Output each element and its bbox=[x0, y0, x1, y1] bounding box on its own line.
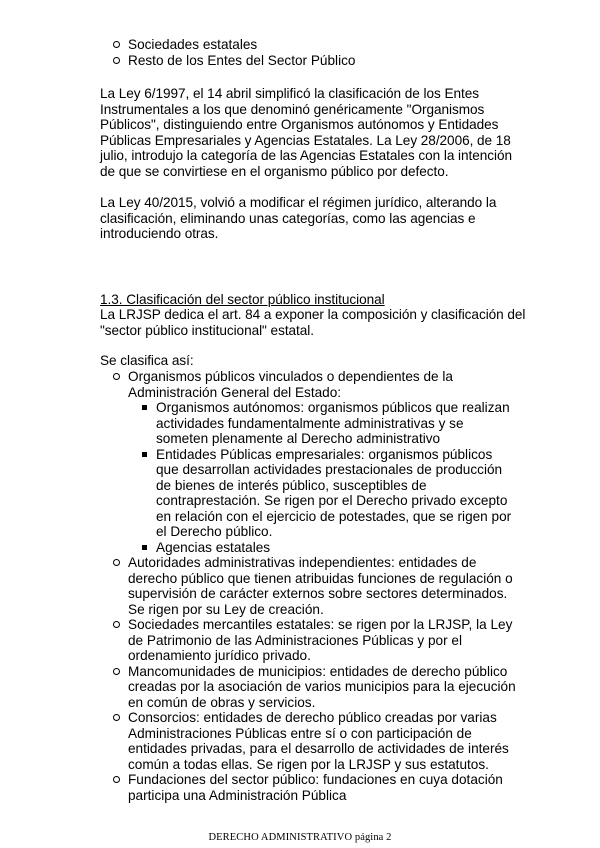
section-intro: La LRJSP dedica el art. 84 a exponer la composición y clasificación del "sector público institucional" estatal. bbox=[100, 307, 526, 338]
paragraph-ley-40-2015: La Ley 40/2015, volvió a modificar el régimen jurídico, alterando la clasificación, eliminando unas categorías, como las agencias e introduciendo otras. bbox=[100, 195, 497, 241]
list-item: Mancomunidades de municipios: entidades de derecho público creadas por la asociación de varios municipios para la ejecución en común de obras y servicios. bbox=[128, 664, 518, 711]
section-title: 1.3. Clasificación del sector público institucional bbox=[100, 292, 385, 307]
page-footer: DERECHO ADMINISTRATIVO página 2 bbox=[208, 832, 392, 843]
sublist-item: Entidades Públicas empresariales: organismos públicos que desarrollan actividades prestacionales de producción de bienes de interés público, susceptibles de contraprestación. Se rigen por el Derecho privado excepto en relación con el ejercicio de potestades, que se rigen por el Derecho público. bbox=[156, 447, 518, 540]
list-item: Consorcios: entidades de derecho público creadas por varias Administraciones Públicas entre sí o con participación de entidades privadas, para el desarrollo de actividades de interés común a todas ellas. Se rigen por la LRJSP y sus estatutos. bbox=[128, 710, 518, 772]
sublist-item: Organismos autónomos: organismos públicos que realizan actividades fundamentalmente administrativas y se someten plenamente al Derecho administrativo bbox=[156, 400, 518, 447]
classification-list bbox=[128, 369, 518, 803]
organismos-sublist bbox=[156, 400, 518, 555]
list-item: Sociedades estatales bbox=[128, 37, 518, 53]
list-item: Resto de los Entes del Sector Público bbox=[128, 53, 518, 69]
top-list bbox=[128, 37, 518, 68]
list-item-label: Organismos públicos vinculados o dependientes de la Administración General del Estado: bbox=[128, 369, 453, 400]
section-lead: Se clasifica así: bbox=[100, 353, 194, 368]
sublist-item: Agencias estatales bbox=[156, 540, 518, 556]
list-item: Fundaciones del sector público: fundaciones en cuya dotación participa una Administración Pública bbox=[128, 772, 518, 803]
list-item: Autoridades administrativas independientes: entidades de derecho público que tienen atribuidas funciones de regulación o supervisión de carácter externos sobre sectores determinados. Se rigen por su Ley de creación. bbox=[128, 555, 518, 617]
list-item: Sociedades mercantiles estatales: se rigen por la LRJSP, la Ley de Patrimonio de las Administraciones Públicas y por el ordenamiento jurídico privado. bbox=[128, 617, 518, 664]
list-item-organismos bbox=[128, 369, 518, 555]
paragraph-ley-6-1997: La Ley 6/1997, el 14 abril simplificó la clasificación de los Entes Instrumentales a los que denominó genéricamente "Organismos Públicos", distinguiendo entre Organismos autónomos y Entidades Públicas Empresariales y Agencias Estatales. La Ley 28/2006, de 18 julio, introdujo la categoría de las Agencias Estatales con la intención de que se convirtiese en el organismo público por defecto. bbox=[100, 86, 513, 179]
